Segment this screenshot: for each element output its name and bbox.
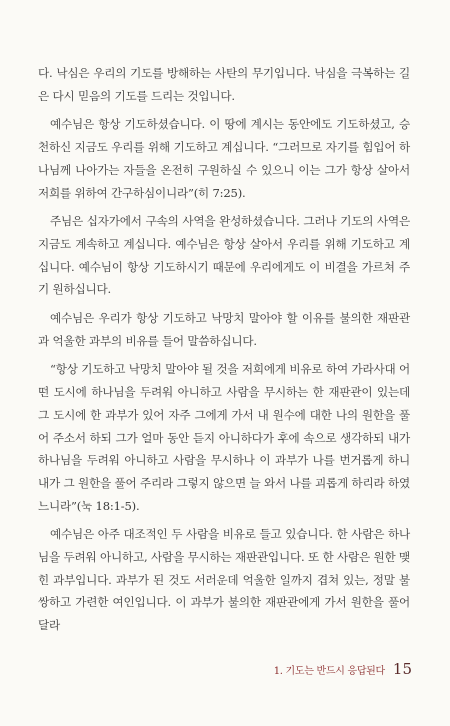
chapter-title: 1. 기도는 반드시 응답된다 bbox=[273, 666, 385, 677]
paragraph-1: 다. 낙심은 우리의 기도를 방해하는 사탄의 무기입니다. 낙심을 극복하는 길은 다시 믿음의 기도를 드리는 것입니다. bbox=[38, 66, 410, 103]
paragraph-3: 주님은 십자가에서 구속의 사역을 완성하셨습니다. 그러나 기도의 사역은 지금도 계속하고 계십니다. 예수님은 항상 살아서 우리를 위해 기도하고 계십니다. 예수님이 항상 기도하시기 때문에 우리에게도 이 비결을 가르쳐 주기 원하십니다. bbox=[38, 214, 410, 297]
paragraph-6: 예수님은 아주 대조적인 두 사람을 비유로 들고 있습니다. 한 사람은 하나님을 두려워 아니하고, 사람을 무시하는 재판관입니다. 또 한 사람은 원한 맺힌 과부입니다. 과부가 된 것도 서러운데 억울한 일까지 겹쳐 있는, 정말 불쌍하고 가련한 여인입니다. 이 과부가 불의한 재판관에게 가서 원한을 풀어 달라 bbox=[38, 527, 410, 633]
body-text bbox=[38, 62, 410, 643]
page-footer bbox=[274, 660, 412, 678]
paragraph-2: 예수님은 항상 기도하셨습니다. 이 땅에 계시는 동안에도 기도하셨고, 승천하신 지금도 우리를 위해 기도하고 계십니다. “그러므로 자기를 힘입어 하나님께 나아가는 자들을 온전히 구원하실 수 있으니 이는 그가 항상 살아서 저희를 위하여 간구하심이니라”(히 7:25). bbox=[38, 117, 410, 200]
paragraph-5-quote: “항상 기도하고 낙망치 말아야 될 것을 저희에게 비유로 하여 가라사대 어떤 도시에 하나님을 두려워 아니하고 사람을 무시하는 한 재판관이 있는데 그 도시에 한 과부가 있어 자주 그에게 가서 내 원수에 대한 나의 원한을 풀어 주소서 하되 그가 얼마 동안 듣지 아니하다가 후에 속으로 생각하되 내가 하나님을 두려워 아니하고 사람을 무시하나 이 과부가 나를 번거롭게 하니 내가 그 원한을 풀어 주리라 그렇지 않으면 늘 와서 나를 괴롭게 하리라 하였느니라”(눅 18:1-5). bbox=[38, 362, 410, 513]
page-number: 15 bbox=[392, 660, 412, 678]
paragraph-4: 예수님은 우리가 항상 기도하고 낙망치 말아야 할 이유를 불의한 재판관과 억울한 과부의 비유를 들어 말씀하십니다. bbox=[38, 311, 410, 348]
